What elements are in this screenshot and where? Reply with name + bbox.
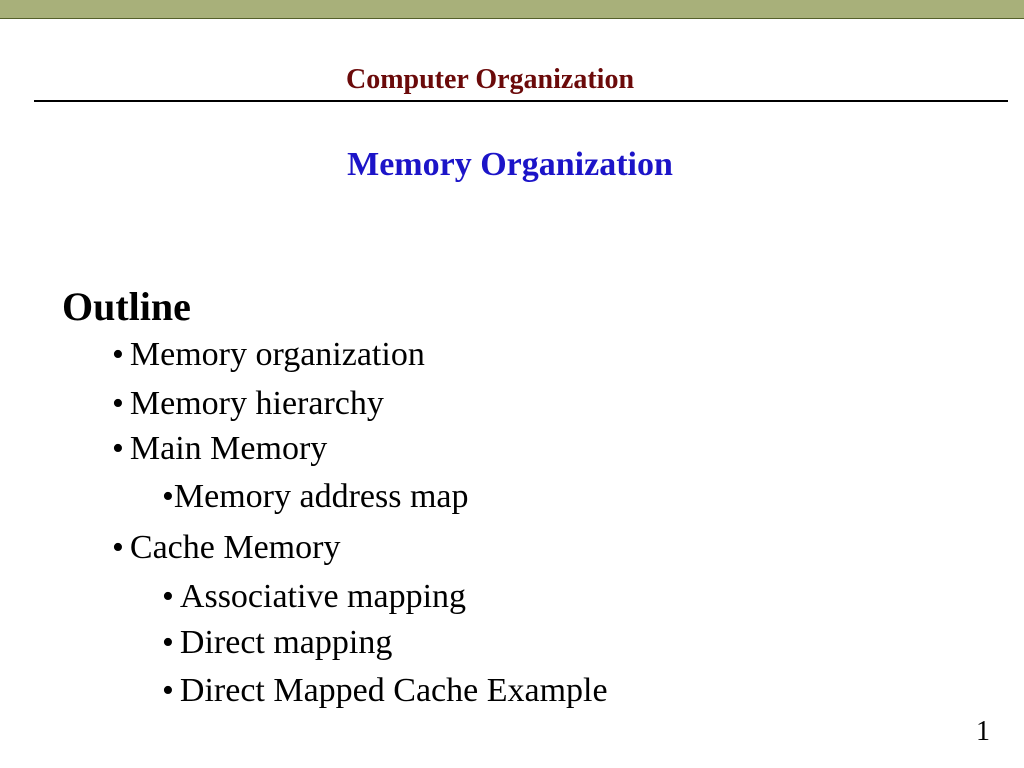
bullet-icon: • xyxy=(162,578,174,615)
slide-title: Memory Organization xyxy=(347,146,673,183)
header-title: Computer Organization xyxy=(345,64,635,95)
outline-item-label: Memory hierarchy xyxy=(129,385,384,422)
outline-item-label: Memory address map xyxy=(173,478,469,515)
outline-item-label: Cache Memory xyxy=(129,529,341,566)
bullet-icon: • xyxy=(112,336,124,373)
outline-subitem-direct-mapping xyxy=(162,624,392,662)
outline-item-label: Associative mapping xyxy=(179,578,467,615)
bullet-icon: • xyxy=(162,478,174,515)
bullet-icon: • xyxy=(162,672,174,709)
header-divider xyxy=(34,100,1008,102)
outline-subitem-associative-mapping xyxy=(162,578,466,616)
outline-subitem-direct-mapped-cache-example xyxy=(162,672,608,710)
outline-item-label: Direct Mapped Cache Example xyxy=(179,672,608,709)
outline-item-label: Main Memory xyxy=(129,430,328,467)
bullet-icon: • xyxy=(112,529,124,566)
bullet-icon: • xyxy=(112,430,124,467)
outline-item-label: Direct mapping xyxy=(179,624,393,661)
outline-item-cache-memory xyxy=(112,529,340,567)
top-decorative-band xyxy=(0,0,1024,19)
bullet-icon: • xyxy=(162,624,174,661)
outline-item-main-memory xyxy=(112,430,327,468)
outline-item-memory-organization xyxy=(112,336,425,374)
bullet-icon: • xyxy=(112,385,124,422)
outline-item-memory-hierarchy xyxy=(112,385,384,423)
outline-subitem-memory-address-map xyxy=(162,478,469,516)
outline-heading: Outline xyxy=(62,284,191,329)
page-number: 1 xyxy=(976,716,990,747)
outline-item-label: Memory organization xyxy=(129,336,425,373)
